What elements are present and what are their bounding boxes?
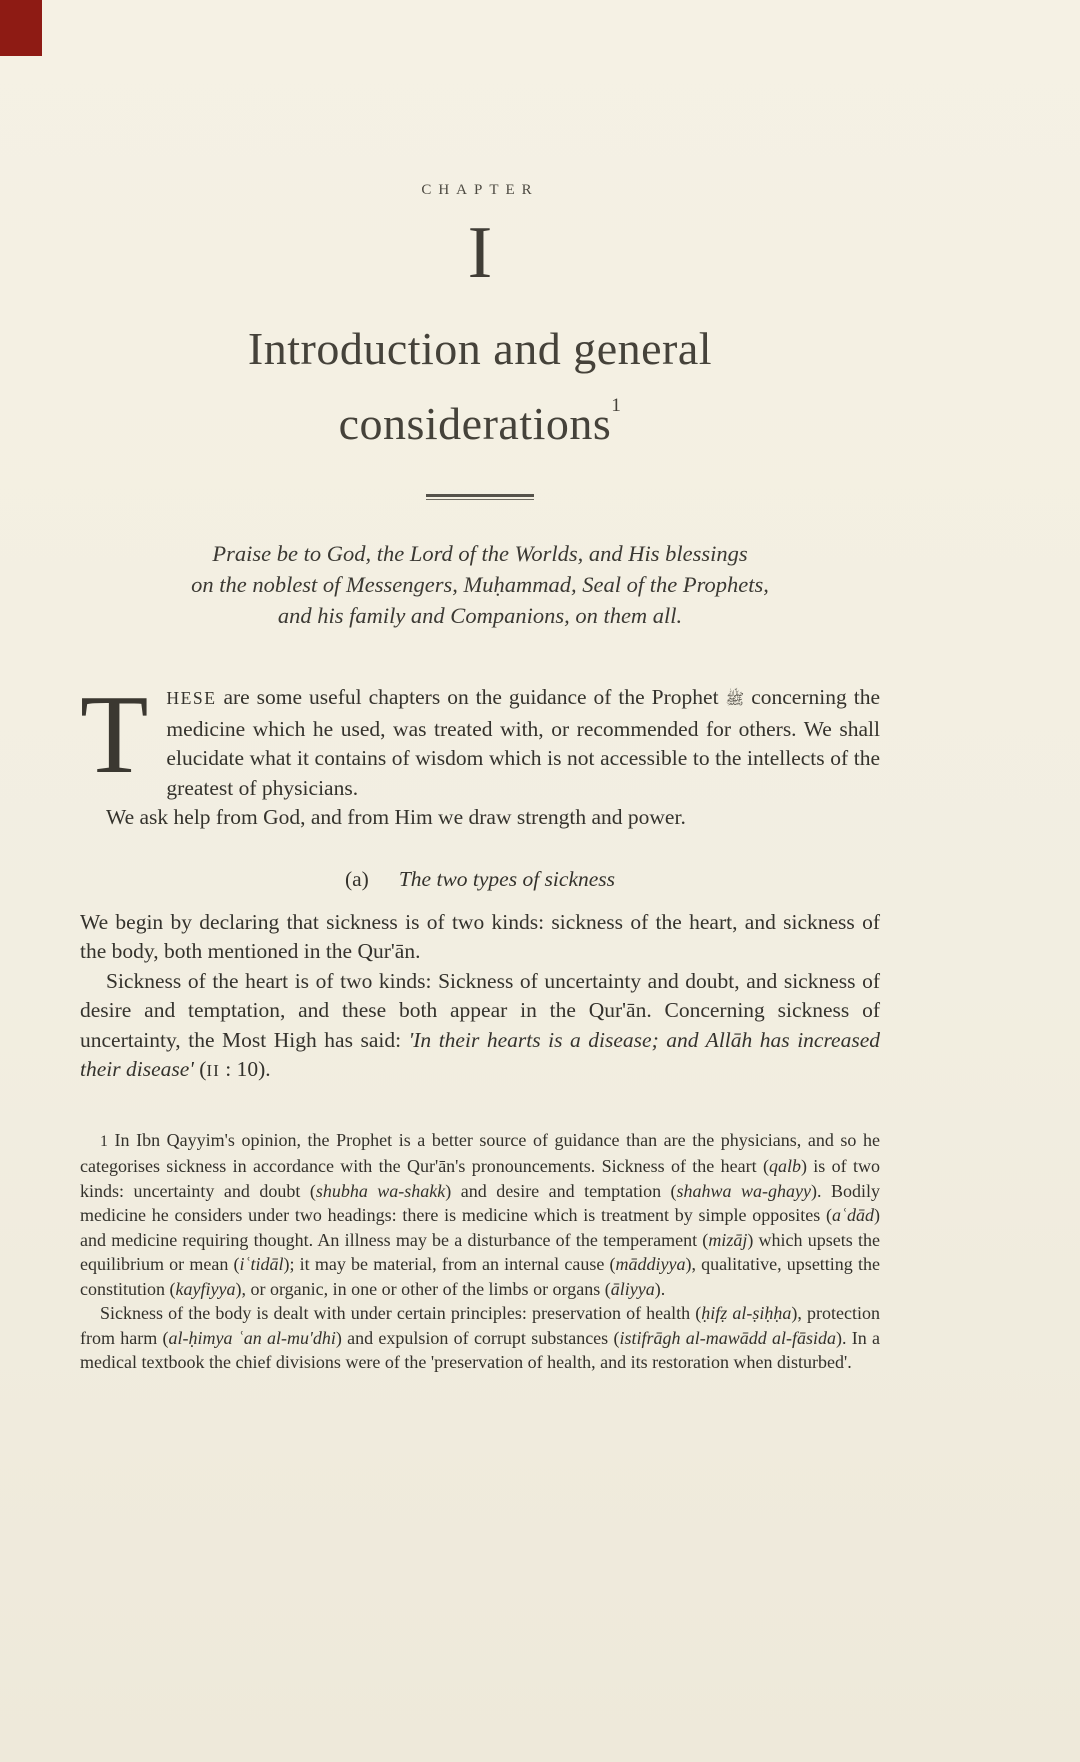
scan-edge-artifact — [0, 0, 42, 56]
epigraph-line: on the noblest of Messengers, Muḥammad, Seal of the Prophets, — [191, 572, 769, 597]
page-content — [80, 0, 880, 1375]
opening-paragraph-text: HESE are some useful chapters on the guidance of the Prophet ﷺ concerning the medicine which he used, was treated with, or recommended for others. We shall elucidate what it contains of wisdom which is not accessible to the intellects of the greatest of physicians. — [166, 685, 880, 800]
drop-cap: T — [80, 673, 149, 797]
chapter-label: CHAPTER — [421, 182, 539, 198]
paragraph-help: We ask help from God, and from Him we draw strength and power. — [106, 805, 686, 829]
paragraph-begin: We begin by declaring that sickness is of two kinds: sickness of the heart, and sickness of the body, both mentioned in the Qur'ān. — [80, 909, 880, 963]
section-marker: (a) — [344, 866, 369, 891]
epigraph-line: Praise be to God, the Lord of the Worlds, and His blessings — [212, 541, 748, 566]
footnote-1-continued: Sickness of the body is dealt with under certain principles: preservation of health (ḥifẓ al-ṣiḥḥa), protection from harm (al-ḥimya ʿan al-mu'dhi) and expulsion of corrupt substances (istifrāgh al-mawādd al-fāsida). In a medical textbook the chief divisions were of the 'preservation of health, and its restoration when disturbed'. — [80, 1303, 881, 1372]
footnotes — [80, 1128, 880, 1375]
section-heading-a — [80, 867, 880, 892]
section-title: The two types of sickness — [398, 866, 616, 891]
ornamental-rule — [426, 494, 534, 500]
opening-paragraph — [80, 673, 880, 803]
paragraph-heart-sickness: Sickness of the heart is of two kinds: Sickness of uncertainty and doubt, and sickness of desire and temptation, and these both appear in the Qur'ān. Concerning sickness of uncertainty, the Most High has said: 'In their hearts is a disease; and Allāh has increased their disease' (II : 10). — [80, 968, 880, 1081]
chapter-title-line1: Introduction and general — [247, 323, 713, 374]
footnote-1: 1 In Ibn Qayyim's opinion, the Prophet is a better source of guidance than are the physicians, and so he categorises sickness in accordance with the Qur'ān's pronouncements. Sickness of the heart (qalb) is of two kinds: uncertainty and doubt (shubha wa-shakk) and desire and temptation (shahwa wa-ghayy). Bodily medicine he considers under two headings: there is medicine which is treatment by simple opposites (aʿdād) and medicine requiring thought. An illness may be a disturbance of the temperament (mizāj) which upsets the equilibrium or mean (iʿtidāl); it may be material, from an internal cause (māddiyya), qualitative, upsetting the constitution (kayfiyya), or organic, in one or other of the limbs or organs (āliyya). — [80, 1129, 880, 1299]
epigraph-line: and his family and Companions, on them all. — [277, 603, 683, 628]
chapter-numeral: I — [467, 212, 493, 294]
epigraph — [80, 538, 880, 631]
chapter-title-line2: considerations$^1$ — [338, 395, 622, 449]
chapter-title — [80, 320, 880, 452]
